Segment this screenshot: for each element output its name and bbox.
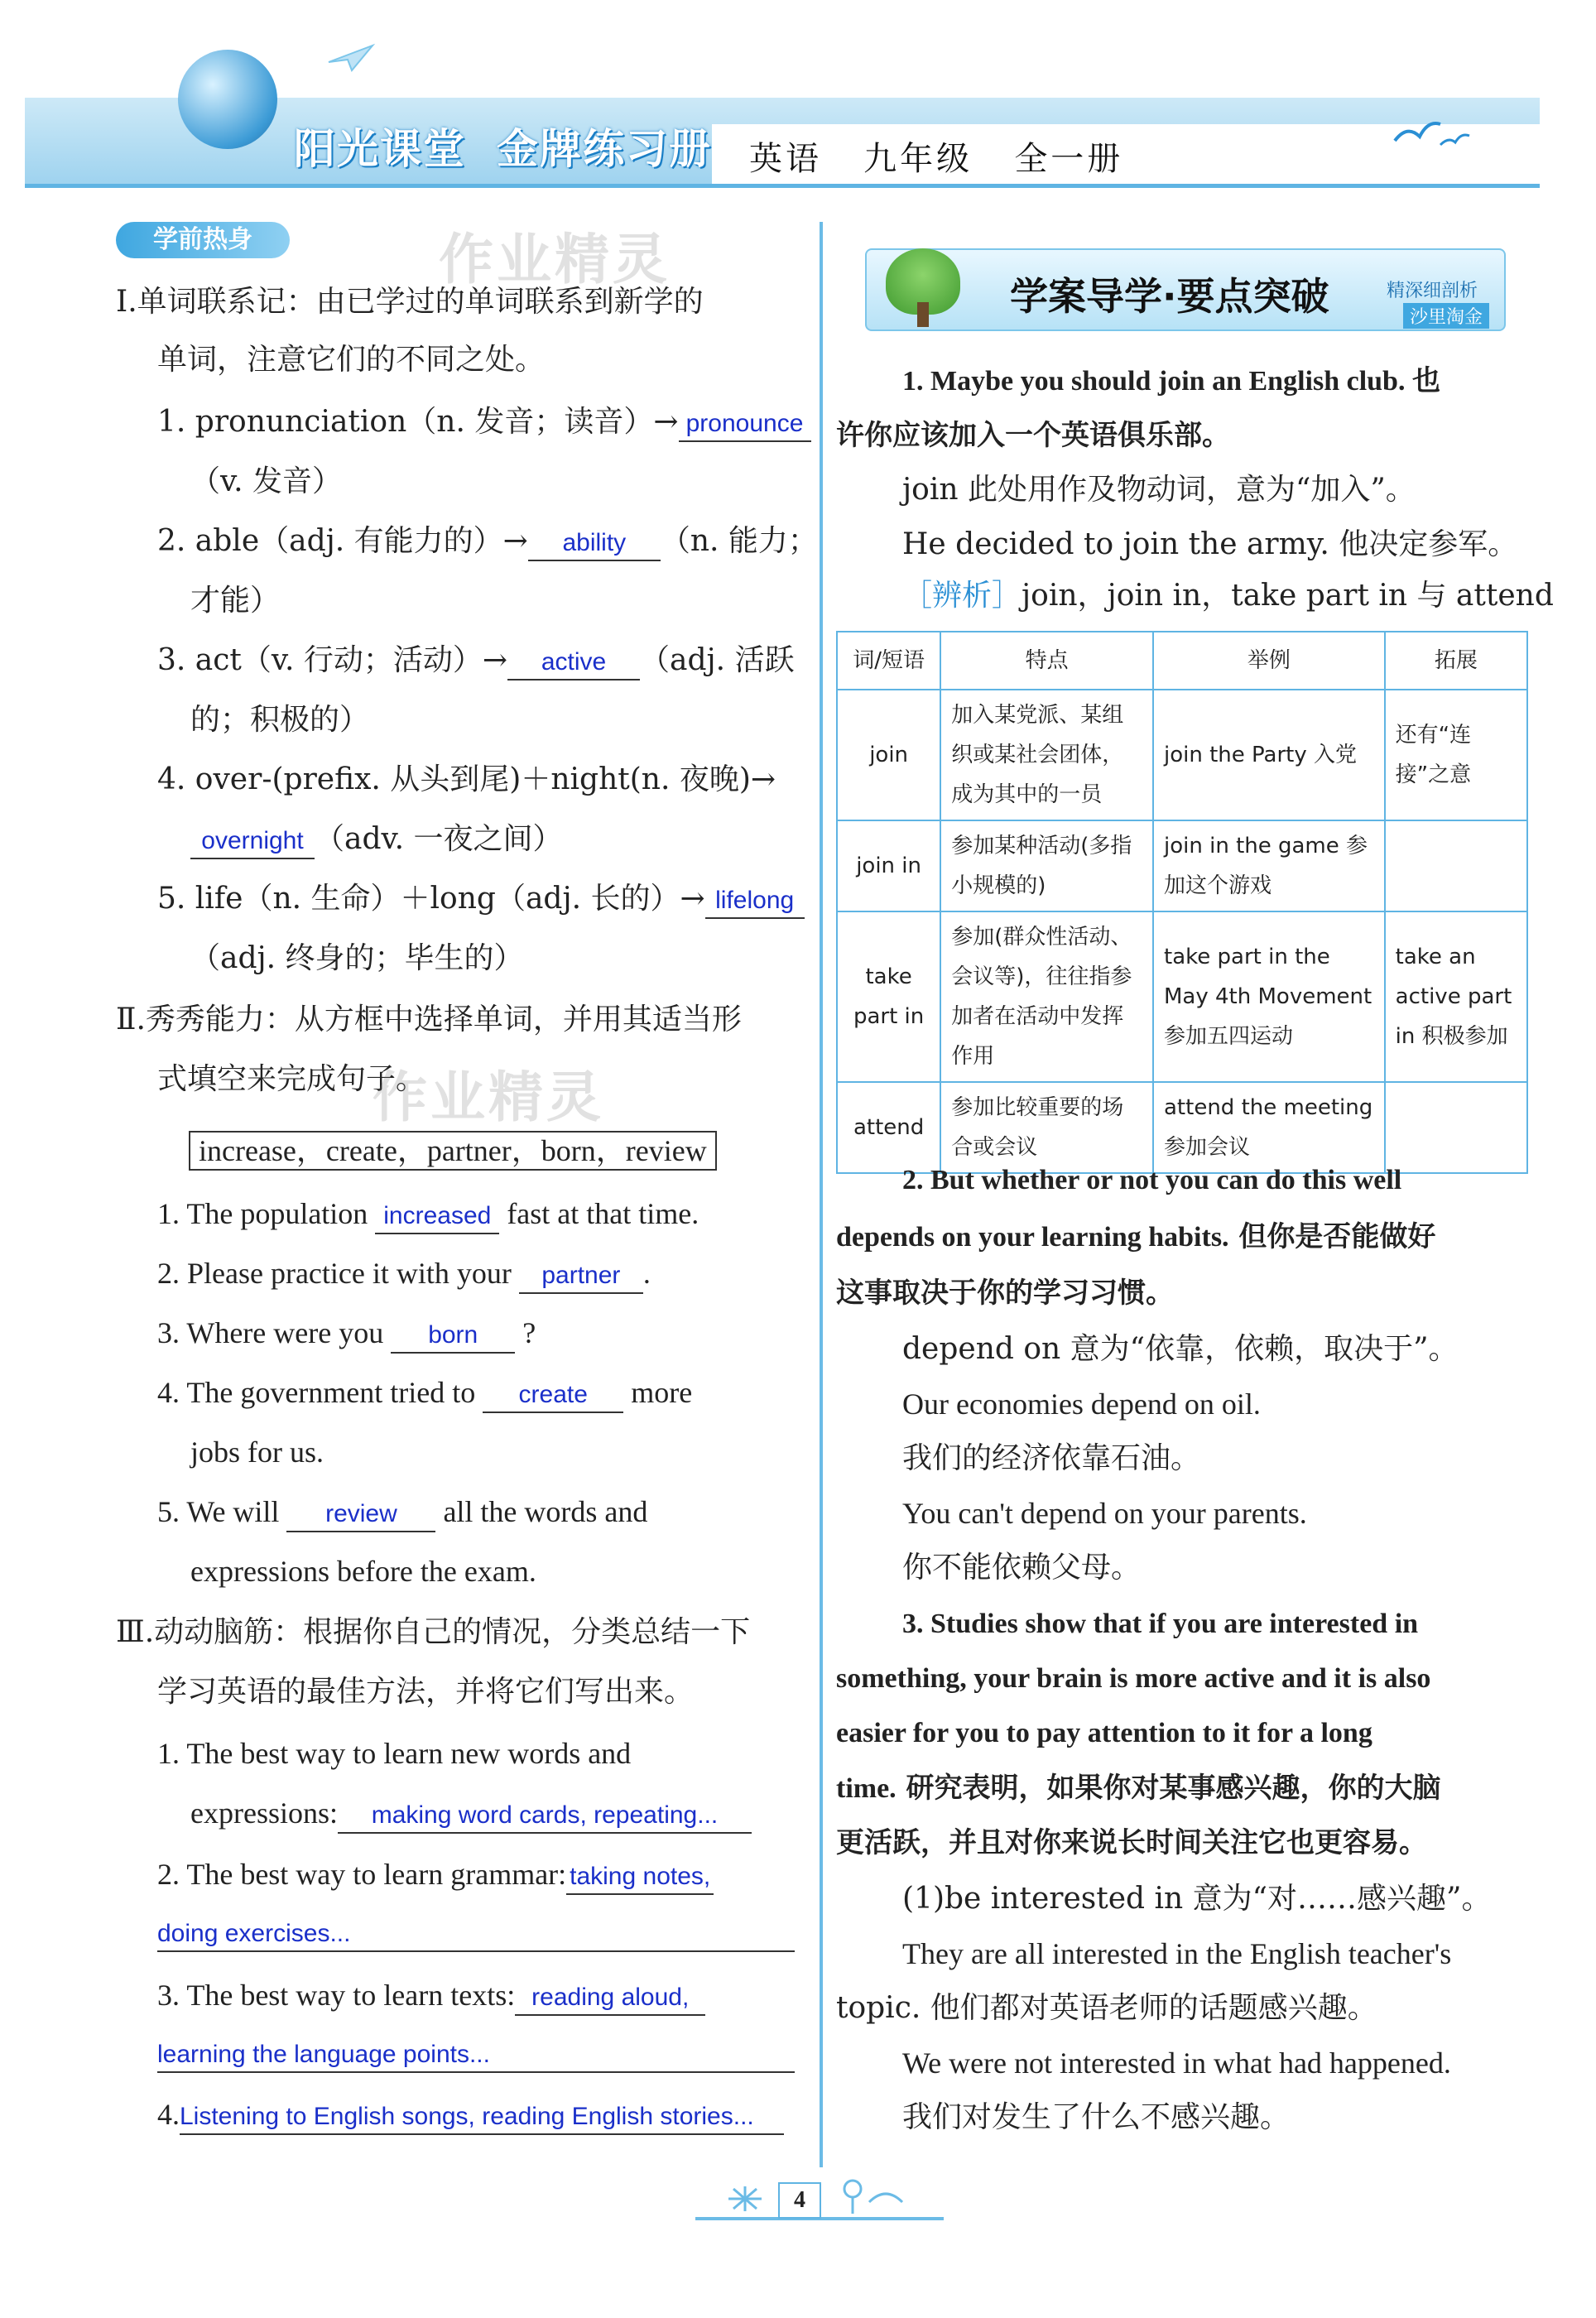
answer-blank[interactable]: Listening to English songs, reading English stories... (180, 2100, 784, 2135)
comparison-table (836, 631, 1528, 1174)
table-cell (1385, 1082, 1527, 1173)
s2-item-4: 4. The government tried to create more (157, 1376, 692, 1413)
answer-blank[interactable]: active (507, 646, 640, 680)
table-cell: 参加比较重要的场合或会议 (940, 1082, 1153, 1173)
p3-l4: We were not interested in what had happened. (902, 2046, 1451, 2080)
s1-item-2-cont: 才能） (190, 584, 281, 618)
s1-title-a: Ⅰ.单词联系记：由已学过的单词联系到新学的 (116, 285, 704, 319)
volume: 全一册 (1014, 140, 1124, 178)
answer-blank[interactable]: taking notes, (566, 1860, 714, 1895)
answer-blank[interactable]: pronounce (679, 407, 811, 442)
section-title: 学案导学·要点突破 (1010, 274, 1329, 319)
p3-en-b: something, your brain is more active and it is also (836, 1663, 1431, 1694)
p2-en-b: depends on your learning habits. 但你是否能做好 (836, 1220, 1436, 1253)
page-number: 4 (778, 2182, 821, 2219)
section-subtitle-b: 沙里淘金 (1403, 303, 1489, 329)
s1-item-4-cont: overnight （adv. 一夜之间） (190, 823, 562, 859)
s2-item-5: 5. We will review all the words and (157, 1495, 647, 1532)
s2-title-a: Ⅱ.秀秀能力：从方框中选择单词，并用其适当形 (116, 1003, 742, 1036)
s1-item-2: 2. able（adj. 有能力的）→ ability （n. 能力； (157, 525, 818, 561)
table-cell: 还有“连接”之意 (1385, 690, 1527, 820)
p2-l5: 你不能依赖父母。 (902, 1551, 1142, 1585)
p3-cn-b: 更活跃，并且对你来说长时间关注它也更容易。 (836, 1826, 1427, 1859)
s1-item-3: 3. act（v. 行动；活动）→ active （adj. 活跃 (157, 644, 795, 680)
subject: 英语 (749, 140, 822, 178)
s1-item-1-cont: （v. 发音） (190, 464, 342, 498)
table-row (837, 911, 1527, 1082)
answer-blank[interactable]: learning the language points... (157, 2038, 795, 2073)
answer-blank[interactable]: partner (519, 1259, 643, 1294)
answer-blank[interactable]: doing exercises... (157, 1917, 795, 1952)
table-header: 词/短语 (837, 632, 940, 690)
p3-en-c: easier for you to pay attention to it for a long (836, 1718, 1372, 1748)
p1-cn-b: 许你应该加入一个英语俱乐部。 (836, 419, 1230, 452)
table-cell: take part in (837, 911, 940, 1082)
paper-plane-icon (327, 41, 377, 75)
p1-note: join 此处用作及物动词，意为“加入”。 (902, 473, 1416, 507)
p3-l2: They are all interested in the English teacher's (902, 1937, 1452, 1970)
answer-blank[interactable]: making word cards, repeating... (338, 1799, 752, 1834)
table-row (837, 1082, 1527, 1173)
p2-l4: You can't depend on your parents. (902, 1497, 1307, 1530)
series-title-a: 阳光课堂 (294, 125, 466, 173)
table-cell: join in the game 参加这个游戏 (1153, 820, 1385, 911)
s3-item-1-b: expressions: making word cards, repeating... (190, 1796, 752, 1834)
table-row (837, 690, 1527, 820)
tree-trunk (917, 302, 929, 327)
answer-blank[interactable]: ability (528, 527, 661, 561)
grade: 九年级 (863, 140, 973, 178)
table-cell: join in (837, 820, 940, 911)
p1-example: He decided to join the army. 他决定参军。 (902, 527, 1518, 561)
answer-blank[interactable]: review (286, 1498, 435, 1532)
p3-l5: 我们对发生了什么不感兴趣。 (902, 2100, 1291, 2134)
answer-blank[interactable]: lifelong (705, 884, 805, 919)
s3-item-4: 4.Listening to English songs, reading English stories... (157, 2098, 784, 2135)
table-header-row (837, 632, 1527, 690)
table-cell (1385, 820, 1527, 911)
watermark: 作业精灵 (373, 1065, 604, 1129)
p2-l3: 我们的经济依靠石油。 (902, 1441, 1201, 1475)
p2-l1: depend on 意为“依靠，依赖，取决于”。 (902, 1332, 1459, 1366)
s2-item-5-cont: expressions before the exam. (190, 1555, 536, 1588)
s3-item-3-cont (157, 2038, 795, 2073)
p3-l3: topic. 他们都对英语老师的话题感兴趣。 (836, 1991, 1377, 2025)
s2-item-4-cont: jobs for us. (190, 1436, 324, 1469)
table-cell: 参加某种活动(多指小规模的) (940, 820, 1153, 911)
table-header: 特点 (940, 632, 1153, 690)
answer-blank[interactable]: create (483, 1378, 623, 1413)
s1-item-5: 5. life（n. 生命）＋long（adj. 长的）→ lifelong (157, 882, 805, 919)
table-cell: take part in the May 4th Movement 参加五四运动 (1153, 911, 1385, 1082)
series-title-b: 金牌练习册 (497, 125, 712, 173)
s1-title-b: 单词，注意它们的不同之处。 (157, 343, 546, 377)
p1-en-a: 1. Maybe you should join an English club. 也 (902, 364, 1440, 397)
section-tag-warmup: 学前热身 (116, 222, 290, 258)
s2-title-b: 式填空来完成句子。 (157, 1062, 426, 1096)
table-cell: take an active part in 积极参加 (1385, 911, 1527, 1082)
table-header: 拓展 (1385, 632, 1527, 690)
birds-icon (1391, 108, 1473, 157)
watermark: 作业精灵 (439, 228, 671, 291)
s3-title-b: 学习英语的最佳方法，并将它们写出来。 (157, 1675, 695, 1709)
table-cell: attend (837, 1082, 940, 1173)
table-cell: 参加(群众性活动、会议等)，往往指参加者在活动中发挥作用 (940, 911, 1153, 1082)
s3-title-a: Ⅲ.动动脑筋：根据你自己的情况，分类总结一下 (116, 1615, 751, 1649)
s1-item-5-cont: （adj. 终身的；毕生的） (190, 941, 524, 975)
answer-blank[interactable]: born (391, 1319, 515, 1354)
table-cell: join (837, 690, 940, 820)
s1-item-4: 4. over-(prefix. 从头到尾)＋night(n. 夜晚)→ (157, 762, 776, 796)
p3-en-d: time. 研究表明，如果你对某事感兴趣，你的大脑 (836, 1772, 1441, 1805)
word-box: increase，create，partner，born，review (189, 1128, 717, 1170)
bianxi-tag: ［辨析］ (902, 579, 1022, 613)
s3-item-2-cont (157, 1917, 795, 1952)
globe-icon (178, 50, 277, 149)
p2-cn-b: 这事取决于你的学习习惯。 (836, 1277, 1174, 1310)
s1-item-1: 1. pronunciation（n. 发音；读音）→ pronounce (157, 406, 811, 442)
answer-blank[interactable]: overnight (190, 825, 315, 859)
column-divider (820, 222, 823, 2167)
p3-l1: (1)be interested in 意为“对……感兴趣”。 (902, 1882, 1492, 1916)
star-icon (720, 2182, 770, 2215)
answer-blank[interactable]: increased (375, 1200, 499, 1234)
p1-bianxi: ［辨析］join，join in，take part in 与 attend (902, 579, 1554, 613)
s3-item-3: 3. The best way to learn texts: reading aloud, (157, 1979, 705, 2016)
table-row (837, 820, 1527, 911)
s1-item-3-cont: 的；积极的） (190, 703, 370, 737)
s3-item-1-a: 1. The best way to learn new words and (157, 1737, 632, 1770)
s3-item-2: 2. The best way to learn grammar: taking notes, (157, 1858, 714, 1895)
table-cell: 加入某党派、某组织或某社会团体，成为其中的一员 (940, 690, 1153, 820)
p2-l2: Our economies depend on oil. (902, 1387, 1261, 1421)
section-subtitle-a: 精深细剖析 (1387, 281, 1478, 301)
table-cell: join the Party 入党 (1153, 690, 1385, 820)
table-cell: attend the meeting 参加会议 (1153, 1082, 1385, 1173)
s2-item-3: 3. Where were you born ? (157, 1316, 536, 1354)
answer-blank[interactable]: reading aloud, (515, 1981, 705, 2016)
p2-en-a: 2. But whether or not you can do this well (902, 1165, 1402, 1195)
p3-en-a: 3. Studies show that if you are interested in (902, 1609, 1419, 1639)
flower-icon (828, 2169, 911, 2215)
table-header: 举例 (1153, 632, 1385, 690)
s2-item-1: 1. The population increased fast at that time. (157, 1197, 699, 1234)
s2-item-2: 2. Please practice it with your partner . (157, 1257, 651, 1294)
book-subject (749, 132, 1123, 180)
